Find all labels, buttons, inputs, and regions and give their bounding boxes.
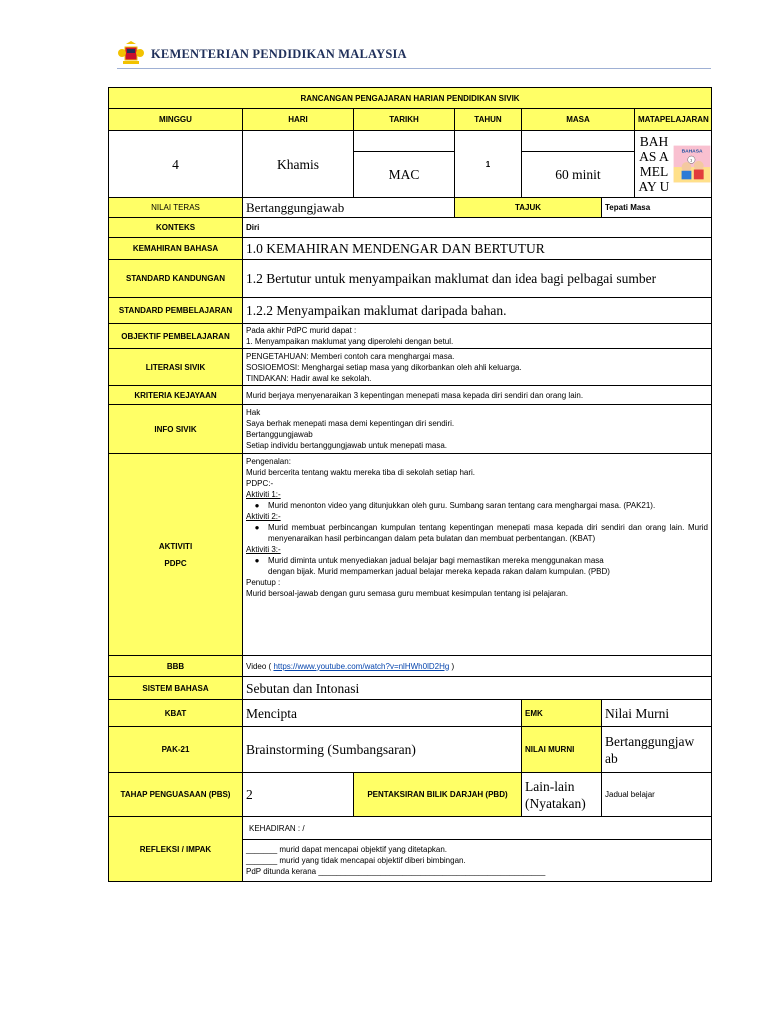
info-line-1: Hak — [246, 408, 261, 417]
aktiviti-3-item — [246, 555, 708, 566]
masa-value: 60 minit — [522, 152, 635, 198]
pdpc-label: PDPC — [164, 558, 187, 568]
objektif-line-2: 1. Menyampaikan maklumat yang diperolehi dengan betul. — [246, 337, 454, 346]
aktiviti-label: AKTIVITI — [158, 541, 193, 551]
bbb-suffix: ) — [449, 661, 455, 671]
tarikh-top-cell — [354, 131, 455, 152]
pak21-value: Brainstorming (Sumbangsaran) — [243, 727, 522, 773]
tahap-label: TAHAP PENGUASAAN (PBS) — [109, 773, 243, 817]
tahun-value: 1 — [455, 131, 522, 198]
aktiviti-1-heading: Aktiviti 1:- — [246, 490, 281, 499]
literasi-line-1: PENGETAHUAN: Memberi contoh cara menghargai masa. — [246, 351, 455, 361]
jadual-value: Jadual belajar — [602, 773, 712, 817]
kriteria-value: Murid berjaya menyenaraikan 3 kepentingan menepati masa kepada diri sendiri dan orang lain. — [243, 386, 712, 405]
sp-value: 1.2.2 Menyampaikan maklumat daripada bahan. — [243, 298, 712, 324]
aktiviti-label-cell — [109, 454, 243, 656]
aktiviti-3-text: Murid diminta untuk menyediakan jadual belajar bagi memastikan mereka menggunakan masa — [268, 556, 604, 565]
tajuk-value: Tepati Masa — [602, 198, 712, 218]
col-minggu: MINGGU — [109, 109, 243, 131]
kbat-label: KBAT — [109, 700, 243, 727]
nilai-teras-value: Bertanggungjawab — [243, 198, 455, 218]
pengenalan-text: Murid bercerita tentang waktu mereka tiba di sekolah setiap hari. — [246, 468, 476, 477]
info-line-3: Bertanggungjawab — [246, 430, 313, 439]
penutup-text: Murid bersoal-jawab dengan guru semasa guru membuat kesimpulan tentang isi pelajaran. — [246, 589, 568, 598]
sp-label: STANDARD PEMBELAJARAN — [109, 298, 243, 324]
pdpc-heading: PDPC:- — [246, 479, 274, 488]
refleksi-label: REFLEKSI / IMPAK — [109, 817, 243, 882]
objektif-cell — [243, 324, 712, 349]
konteks-value: Diri — [243, 218, 712, 238]
hari-value: Khamis — [243, 131, 354, 198]
malaysia-crest-icon — [117, 41, 145, 67]
nilai-murni-value: Bertanggungjaw ab — [602, 727, 712, 773]
aktiviti-2-heading: Aktiviti 2:- — [246, 512, 281, 521]
cover-title: BAHASA — [681, 149, 703, 155]
pengenalan-heading: Pengenalan: — [246, 457, 291, 466]
info-label: INFO SIVIK — [109, 405, 243, 454]
literasi-cell — [243, 349, 712, 386]
lesson-plan-table — [108, 87, 712, 882]
nilai-teras-label: NILAI TERAS — [109, 198, 243, 218]
tarikh-value: MAC — [354, 152, 455, 198]
cover-number: 1 — [690, 158, 693, 163]
matapelajaran-cell — [635, 131, 712, 198]
tahap-value: 2 — [243, 773, 354, 817]
penutup-heading: Penutup : — [246, 578, 281, 587]
bbb-label: BBB — [109, 656, 243, 677]
textbook-cover-icon — [673, 133, 711, 195]
col-masa: MASA — [522, 109, 635, 131]
bullet-icon: ● — [254, 556, 260, 565]
plan-title: RANCANGAN PENGAJARAN HARIAN PENDIDIKAN SIVIK — [109, 88, 712, 109]
aktiviti-2-item — [246, 522, 708, 544]
aktiviti-cell — [243, 454, 712, 656]
matapelajaran-value: BAHAS A MELAY U — [638, 134, 670, 194]
masa-top-cell — [522, 131, 635, 152]
video-link[interactable]: https://www.youtube.com/watch?v=nlHWh0lD2Hg — [273, 661, 450, 671]
sistem-value: Sebutan dan Intonasi — [243, 677, 712, 700]
bullet-icon: ● — [254, 501, 260, 510]
kemahiran-label: KEMAHIRAN BAHASA — [109, 238, 243, 260]
nilai-murni-label: NILAI MURNI — [522, 727, 602, 773]
col-hari: HARI — [243, 109, 354, 131]
pbd-label: PENTAKSIRAN BILIK DARJAH (PBD) — [354, 773, 522, 817]
ministry-header — [117, 39, 407, 69]
col-tahun: TAHUN — [455, 109, 522, 131]
objektif-line-1: Pada akhir PdPC murid dapat : — [246, 326, 357, 335]
sk-value: 1.2 Bertutur untuk menyampaikan maklumat dan idea bagi pelbagai sumber — [243, 260, 712, 298]
info-line-2: Saya berhak menepati masa demi kepentingan diri sendiri. — [246, 419, 455, 428]
pbd-value: Lain-lain (Nyatakan) — [522, 773, 602, 817]
refleksi-line-3: PdP ditunda kerana ___________________________________________________ — [246, 867, 546, 876]
bbb-cell — [243, 656, 712, 677]
minggu-value: 4 — [109, 131, 243, 198]
bullet-icon: ● — [254, 523, 260, 532]
konteks-label: KONTEKS — [109, 218, 243, 238]
aktiviti-2-text: Murid membuat perbincangan kumpulan tentang kepentingan menepati masa kepada diri sendiri dan orang lain. Murid menyenaraikan hasil perbincangan dalam peta bulatan dan membuat perbentangan. (KBAT) — [268, 523, 708, 543]
refleksi-cell — [243, 840, 712, 882]
sistem-label: SISTEM BAHASA — [109, 677, 243, 700]
pak21-label: PAK-21 — [109, 727, 243, 773]
info-cell — [243, 405, 712, 454]
literasi-line-3: TINDAKAN: Hadir awal ke sekolah. — [246, 373, 372, 383]
emk-value: Nilai Murni — [602, 700, 712, 727]
tajuk-label: TAJUK — [455, 198, 602, 218]
literasi-label: LITERASI SIVIK — [109, 349, 243, 386]
kriteria-label: KRITERIA KEJAYAAN — [109, 386, 243, 405]
ministry-title: KEMENTERIAN PENDIDIKAN MALAYSIA — [151, 46, 407, 61]
header-divider — [117, 68, 711, 69]
col-matapelajaran: MATAPELAJARAN — [635, 109, 712, 131]
refleksi-line-1: _______ murid dapat mencapai objektif yang ditetapkan. — [246, 845, 448, 854]
aktiviti-1-item — [246, 500, 708, 511]
objektif-label: OBJEKTIF PEMBELAJARAN — [109, 324, 243, 349]
kehadiran-value: KEHADIRAN : / — [243, 817, 712, 840]
kemahiran-value: 1.0 KEMAHIRAN MENDENGAR DAN BERTUTUR — [243, 238, 712, 260]
col-tarikh: TARIKH — [354, 109, 455, 131]
refleksi-line-2: _______ murid yang tidak mencapai objektif diberi bimbingan. — [246, 856, 466, 865]
emk-label: EMK — [522, 700, 602, 727]
info-line-4: Setiap individu bertanggungjawab untuk menepati masa. — [246, 441, 448, 450]
aktiviti-1-text: Murid menonton video yang ditunjukkan oleh guru. Sumbang saran tentang cara menghargai masa. (PAK21). — [268, 501, 656, 510]
sk-label: STANDARD KANDUNGAN — [109, 260, 243, 298]
aktiviti-3-heading: Aktiviti 3:- — [246, 545, 281, 554]
kbat-value: Mencipta — [243, 700, 522, 727]
bbb-prefix: Video ( — [246, 661, 274, 671]
literasi-line-2: SOSIOEMOSI: Menghargai setiap masa yang dikorbankan oleh ahli keluarga. — [246, 362, 522, 372]
aktiviti-3-text-2: dengan bijak. Murid mempamerkan jadual belajar mereka kepada rakan dalam kumpulan. (PBD) — [268, 567, 610, 576]
